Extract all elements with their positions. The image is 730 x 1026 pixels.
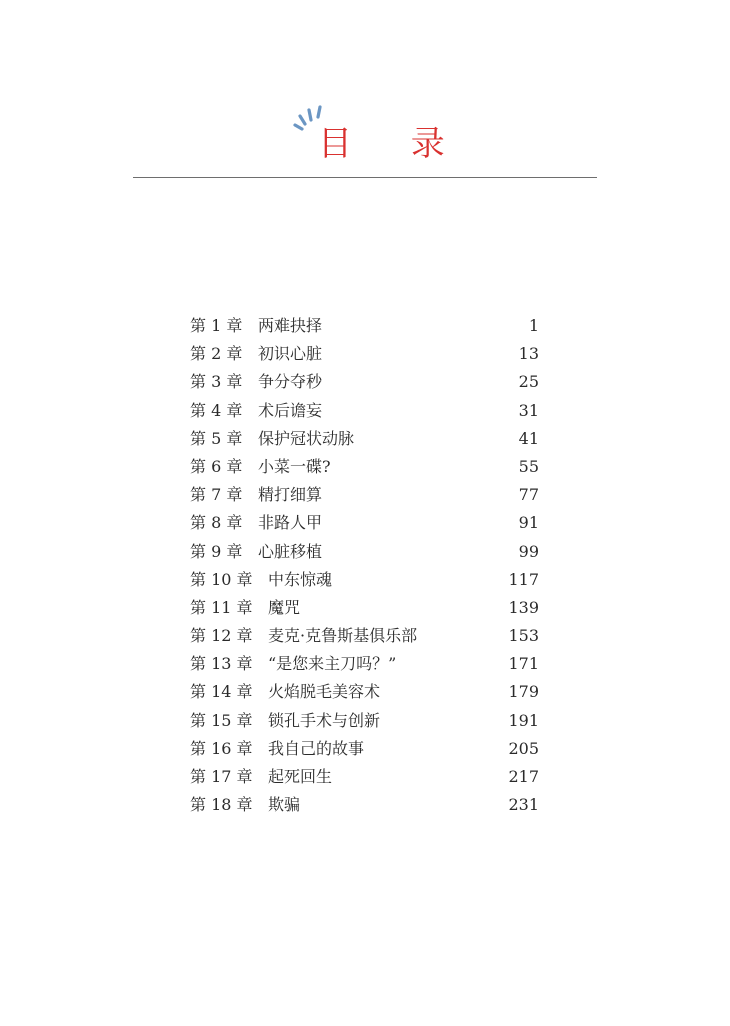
toc-page-number: 99: [518, 541, 539, 561]
table-of-contents: [190, 312, 540, 819]
toc-chapter-title: 非路人甲: [258, 513, 323, 533]
toc-chapter-number: 第 11 章: [190, 597, 253, 617]
title-block: [290, 100, 469, 170]
toc-entry[interactable]: [190, 622, 540, 650]
toc-entry[interactable]: [190, 509, 540, 537]
toc-page-number: 179: [508, 682, 539, 702]
toc-chapter-title: 锁孔手术与创新: [268, 710, 381, 730]
toc-chapter-number: 第 12 章: [190, 626, 253, 646]
toc-chapter-title: 精打细算: [258, 485, 323, 505]
toc-entry[interactable]: [190, 453, 540, 481]
toc-page-number: 139: [508, 597, 539, 617]
toc-page-number: 25: [518, 372, 539, 392]
toc-chapter-title: 魔咒: [268, 597, 301, 617]
toc-entry[interactable]: [190, 594, 540, 622]
toc-chapter-title: 欺骗: [268, 795, 301, 815]
toc-page-number: 171: [508, 654, 539, 674]
toc-page-number: 117: [508, 569, 539, 589]
toc-chapter-title: 麦克·克鲁斯基俱乐部: [268, 626, 418, 646]
toc-entry[interactable]: [190, 678, 540, 706]
toc-page-number: 41: [518, 428, 539, 448]
toc-page-number: 31: [518, 400, 539, 420]
toc-entry[interactable]: [190, 312, 540, 340]
toc-chapter-number: 第 1 章: [190, 316, 243, 335]
toc-page-number: 153: [508, 626, 539, 646]
toc-page-number: 91: [518, 513, 539, 533]
toc-page-number: 13: [518, 344, 539, 364]
toc-chapter-number: 第 17 章: [190, 767, 253, 786]
toc-entry[interactable]: [190, 538, 540, 566]
toc-chapter-title: 争分夺秒: [258, 372, 323, 392]
toc-chapter-title: “是您来主刀吗？”: [268, 654, 397, 674]
toc-chapter-title: 火焰脱毛美容术: [268, 682, 381, 702]
toc-chapter-number: 第 8 章: [190, 513, 243, 533]
toc-chapter-title: 心脏移植: [258, 541, 323, 561]
toc-chapter-number: 第 16 章: [190, 738, 253, 758]
page-title: 目 录: [318, 124, 469, 164]
toc-page-number: 77: [518, 485, 539, 505]
toc-chapter-number: 第 15 章: [190, 710, 253, 730]
toc-chapter-title: 起死回生: [268, 767, 333, 786]
toc-entry[interactable]: [190, 735, 540, 763]
toc-chapter-number: 第 14 章: [190, 682, 253, 702]
toc-chapter-title: 保护冠状动脉: [258, 428, 355, 448]
toc-page-number: 231: [508, 795, 539, 815]
toc-entry[interactable]: [190, 791, 540, 819]
toc-chapter-number: 第 5 章: [190, 428, 243, 448]
title-divider: [133, 177, 597, 178]
toc-chapter-number: 第 13 章: [190, 654, 253, 674]
toc-page-number: 205: [508, 738, 539, 758]
toc-entry[interactable]: [190, 397, 540, 425]
toc-chapter-title: 中东惊魂: [268, 569, 333, 589]
toc-chapter-title: 术后谵妄: [258, 400, 323, 420]
toc-page-number: 217: [508, 767, 539, 786]
toc-chapter-number: 第 9 章: [190, 541, 243, 561]
toc-chapter-title: 我自己的故事: [268, 738, 365, 758]
toc-chapter-number: 第 2 章: [190, 344, 243, 364]
toc-entry[interactable]: [190, 481, 540, 509]
toc-page-number: 1: [528, 316, 539, 335]
toc-entry[interactable]: [190, 368, 540, 396]
toc-entry[interactable]: [190, 425, 540, 453]
toc-chapter-title: 两难抉择: [258, 316, 323, 335]
toc-page-number: 191: [508, 710, 539, 730]
toc-chapter-number: 第 18 章: [190, 795, 253, 815]
toc-entry[interactable]: [190, 650, 540, 678]
toc-entry[interactable]: [190, 763, 540, 791]
toc-entry[interactable]: [190, 566, 540, 594]
toc-chapter-number: 第 3 章: [190, 372, 243, 392]
toc-chapter-title: 初识心脏: [258, 344, 323, 364]
toc-chapter-number: 第 6 章: [190, 456, 243, 476]
toc-chapter-title: 小菜一碟?: [258, 456, 331, 476]
toc-entry[interactable]: [190, 340, 540, 368]
toc-chapter-number: 第 7 章: [190, 485, 243, 505]
toc-entry[interactable]: [190, 707, 540, 735]
toc-chapter-number: 第 4 章: [190, 400, 243, 420]
toc-chapter-number: 第 10 章: [190, 569, 253, 589]
toc-page-number: 55: [518, 456, 539, 476]
